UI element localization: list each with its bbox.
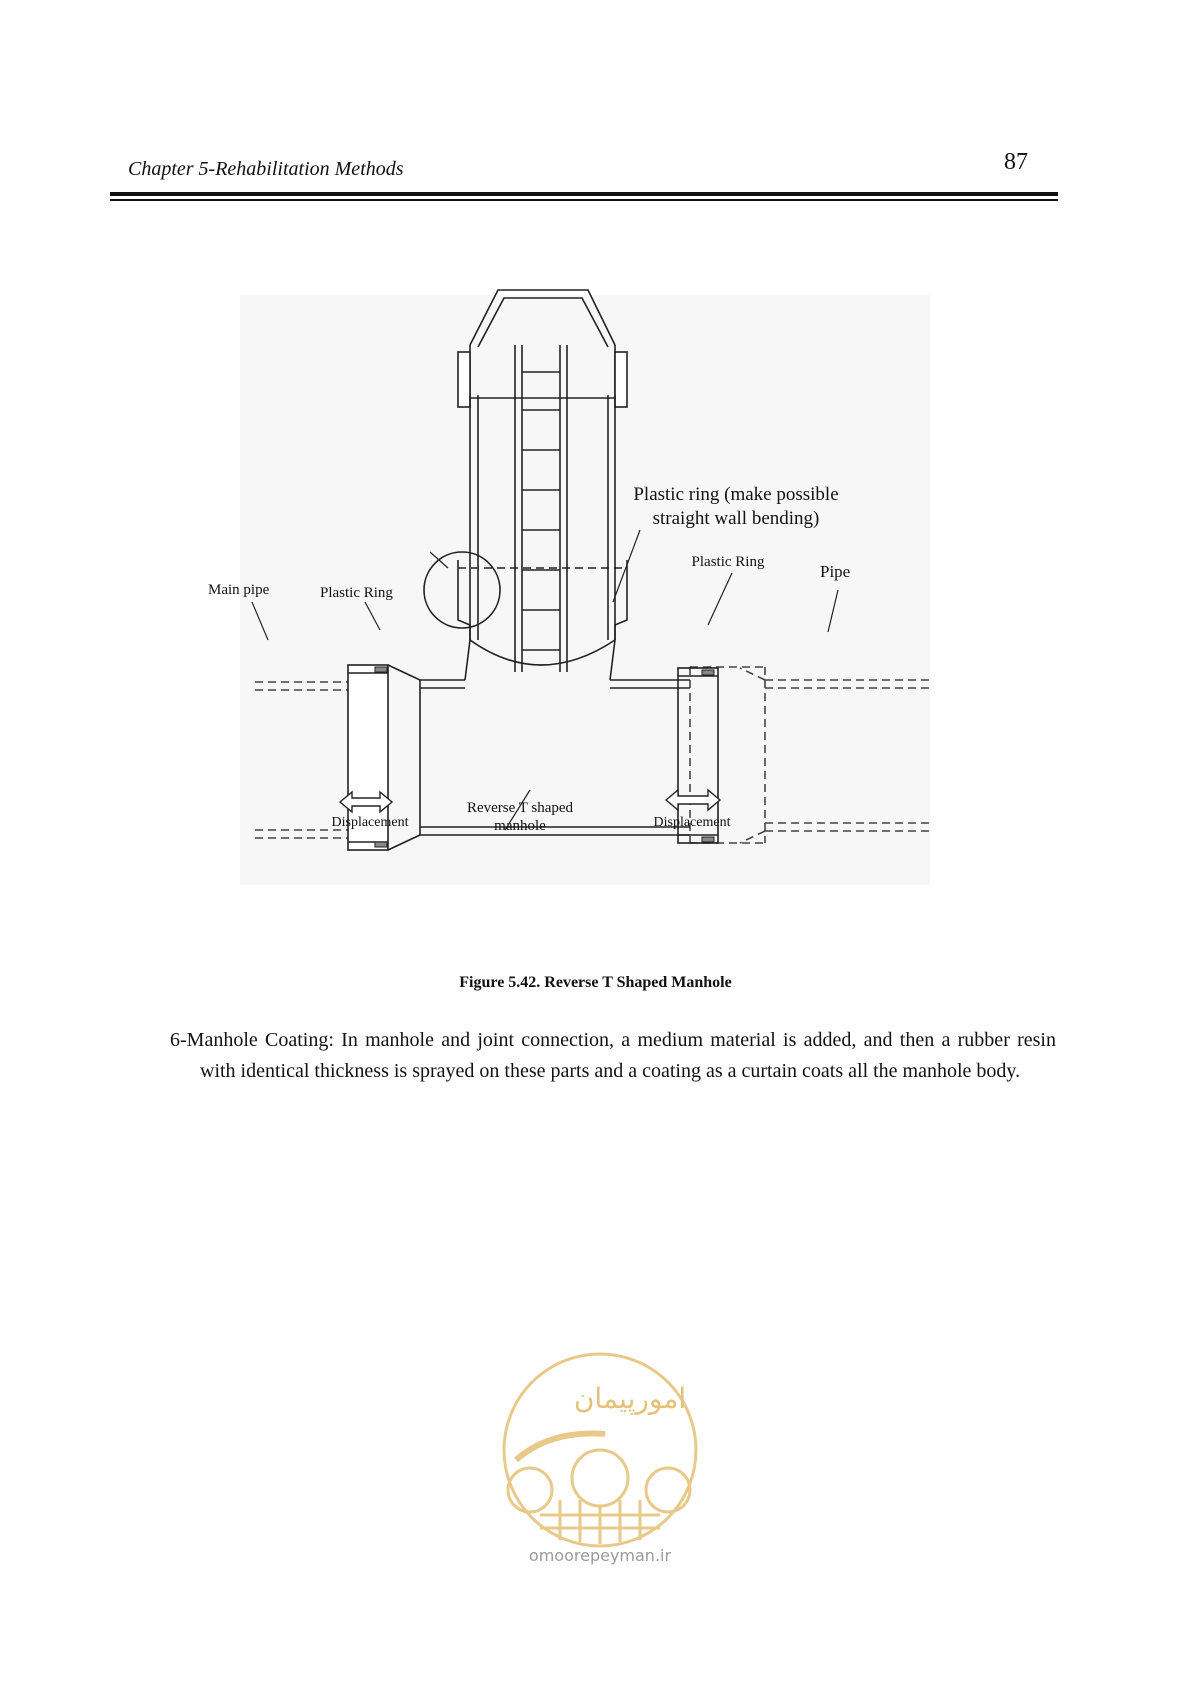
label-plastic-ring-note-1: Plastic ring (make possible xyxy=(633,484,839,505)
paragraph-text: 6-Manhole Coating: In manhole and joint connection, a medium material is added, and then a rubber resin with identical thickness is sprayed on these parts and a coating as a curtain coats all the manhole body. xyxy=(170,1029,1056,1082)
body-paragraph xyxy=(170,1025,1056,1087)
header-rule-thin xyxy=(110,199,1058,201)
label-pipe: Pipe xyxy=(820,562,851,581)
watermark xyxy=(480,1350,720,1580)
figure-caption: Figure 5.42. Reverse T Shaped Manhole xyxy=(459,974,732,991)
header-rule-thick xyxy=(110,192,1058,196)
page-header xyxy=(110,140,1058,200)
manhole-figure xyxy=(208,290,930,900)
label-reverse-t-1: Reverse T shaped xyxy=(466,800,574,816)
label-plastic-ring-right: Plastic Ring xyxy=(691,554,765,570)
label-plastic-ring-note-2: straight wall bending) xyxy=(652,508,820,529)
watermark-logo-icon xyxy=(480,1350,720,1550)
manhole-diagram xyxy=(208,290,930,900)
label-displacement-left: Displacement xyxy=(331,815,409,830)
page-number: 87 xyxy=(1004,149,1028,175)
label-displacement-right: Displacement xyxy=(653,815,731,830)
chapter-title: Chapter 5-Rehabilitation Methods xyxy=(128,158,404,180)
watermark-site: omoorepeyman.ir xyxy=(528,1546,672,1565)
label-main-pipe: Main pipe xyxy=(208,582,270,598)
label-plastic-ring-left: Plastic Ring xyxy=(320,585,393,601)
watermark-logo-text: امورپیمان xyxy=(573,1382,687,1415)
label-reverse-t-2: manhole xyxy=(494,818,546,834)
